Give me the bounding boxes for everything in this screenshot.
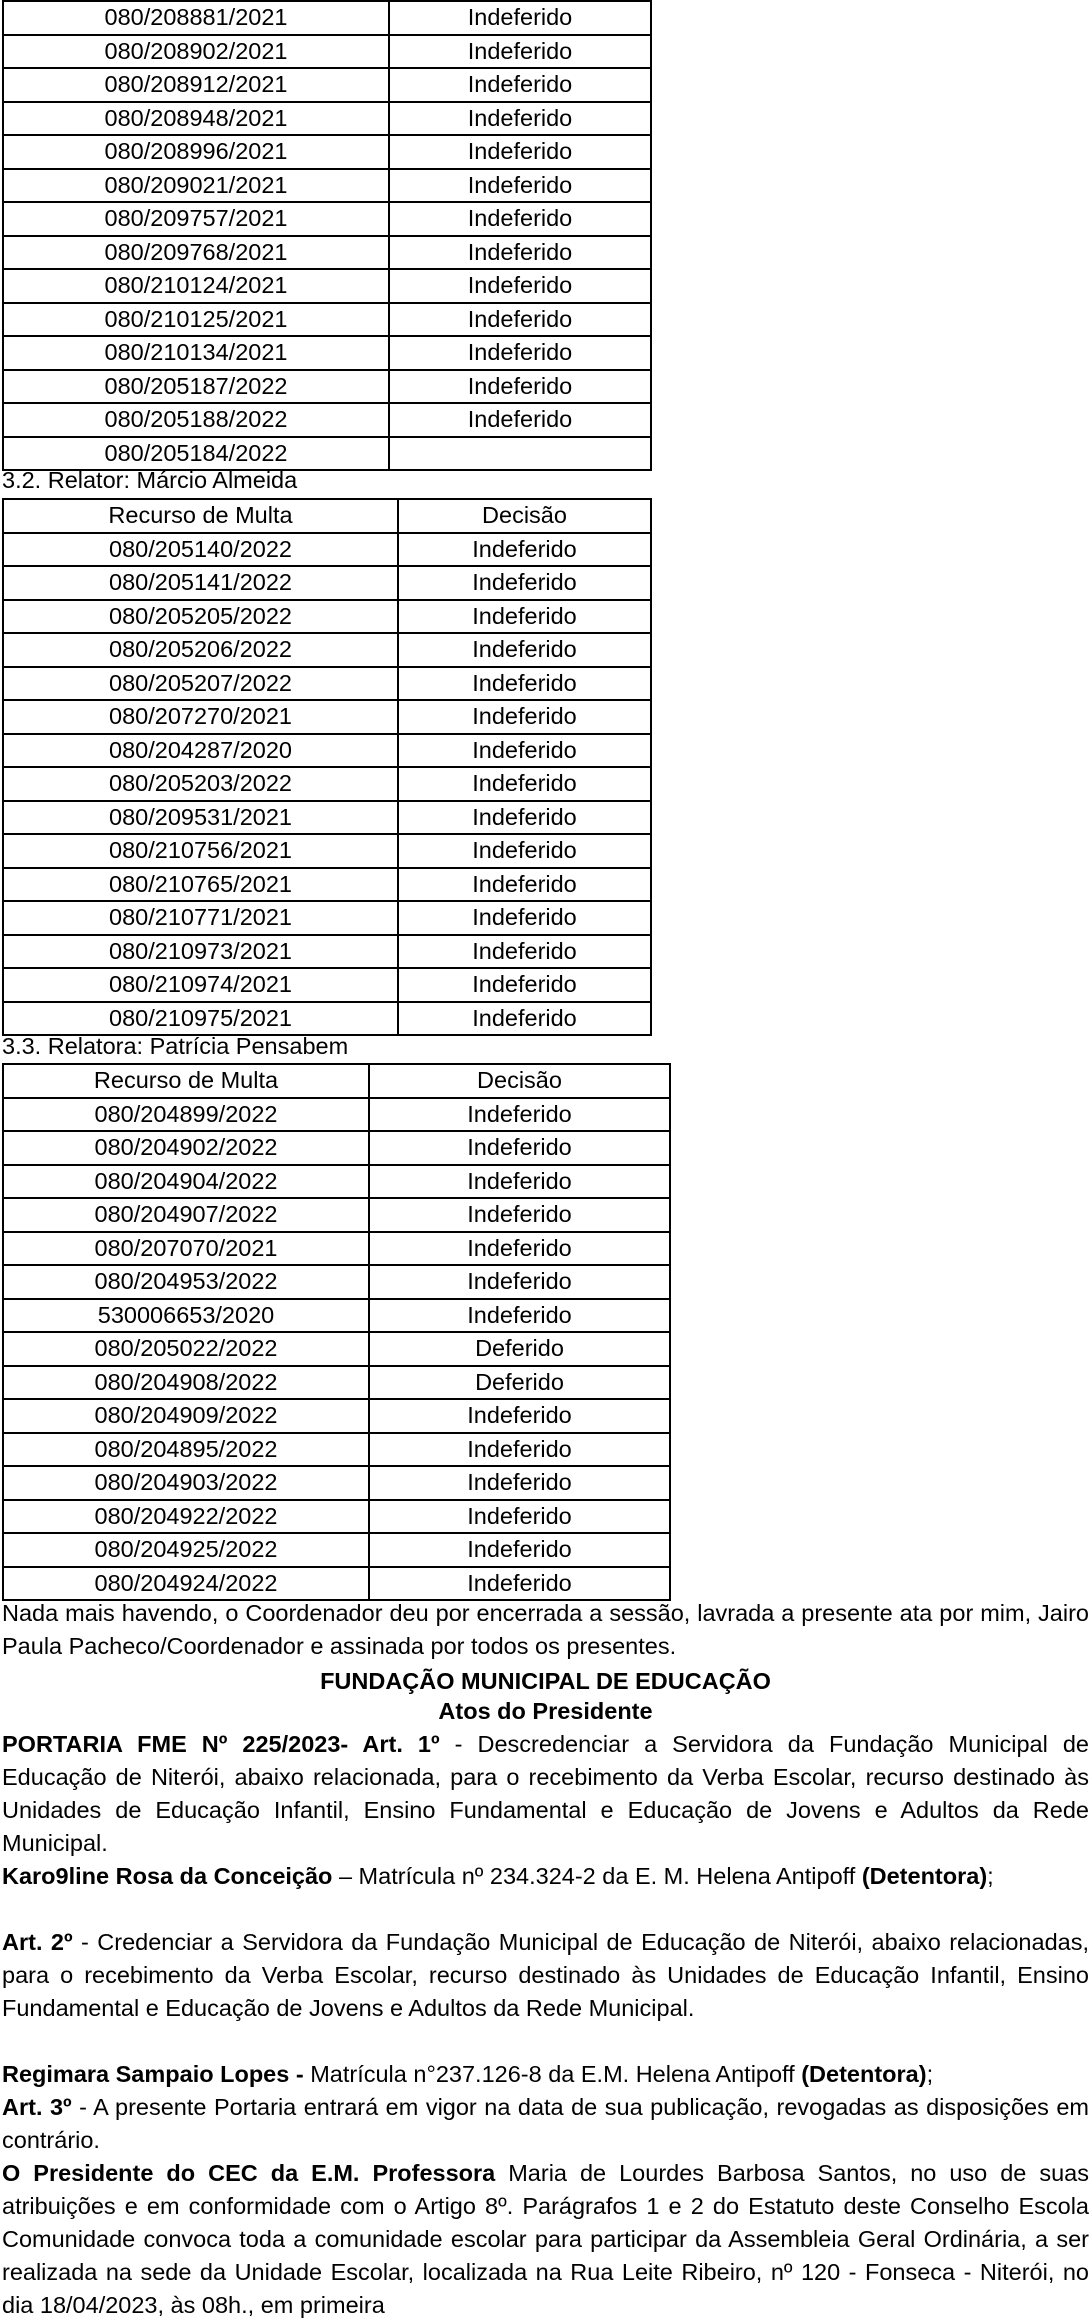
decision-table-continued (2, 0, 652, 471)
recurso-cell: 080/208912/2021 (3, 68, 389, 102)
cec-convocation (2, 2157, 1089, 2322)
decisao-cell: Indeferido (369, 1232, 670, 1266)
decisao-cell: Indeferido (398, 801, 651, 835)
table-row (3, 1299, 670, 1333)
decisao-cell: Indeferido (389, 202, 651, 236)
decisao-cell: Indeferido (398, 834, 651, 868)
table-row (3, 1533, 670, 1567)
table-row (3, 370, 651, 404)
table-row (3, 1433, 670, 1467)
person1-text: – Matrícula nº 234.324-2 da E. M. Helena Antipoff (332, 1863, 862, 1889)
decisao-cell: Indeferido (389, 68, 651, 102)
table-row (3, 767, 651, 801)
recurso-cell: 080/209531/2021 (3, 801, 398, 835)
closing-paragraph: Nada mais havendo, o Coordenador deu por encerrada a sessão, lavrada a presente ata por mim, Jairo Paula Pacheco/Coordenador e assinada por todos os presentes. (2, 1600, 1089, 1660)
recurso-cell: 080/208948/2021 (3, 102, 389, 136)
column-header-decisao: Decisão (398, 499, 651, 533)
fme-title: FUNDAÇÃO MUNICIPAL DE EDUCAÇÃO (320, 1668, 771, 1694)
person2-role: (Detentora) (801, 2061, 927, 2087)
table-row (3, 935, 651, 969)
decisao-cell: Indeferido (389, 403, 651, 437)
table-row (3, 1567, 670, 1601)
decisao-cell: Indeferido (369, 1265, 670, 1299)
decisao-cell: Indeferido (369, 1198, 670, 1232)
table-row (3, 801, 651, 835)
table-row (3, 600, 651, 634)
recurso-cell: 080/209021/2021 (3, 169, 389, 203)
decisao-cell: Deferido (369, 1332, 670, 1366)
person2-name: Regimara Sampaio Lopes - (2, 2061, 304, 2087)
table-row (3, 336, 651, 370)
recurso-cell: 080/210771/2021 (3, 901, 398, 935)
decisao-cell: Indeferido (369, 1500, 670, 1534)
decisao-cell: Indeferido (389, 336, 651, 370)
recurso-cell: 080/208902/2021 (3, 35, 389, 69)
recurso-cell: 080/210124/2021 (3, 269, 389, 303)
decisao-cell: Indeferido (398, 600, 651, 634)
table-row (3, 533, 651, 567)
recurso-cell: 080/205203/2022 (3, 767, 398, 801)
decision-table-3-2 (2, 498, 652, 1036)
decisao-cell: Indeferido (398, 1002, 651, 1036)
recurso-cell: 080/204904/2022 (3, 1165, 369, 1199)
table-row (3, 1500, 670, 1534)
decisao-cell (389, 437, 651, 471)
table-row (3, 1165, 670, 1199)
recurso-cell: 080/210134/2021 (3, 336, 389, 370)
recurso-cell: 080/204925/2022 (3, 1533, 369, 1567)
decisao-cell: Indeferido (389, 303, 651, 337)
section-heading-3-3: 3.3. Relatora: Patrícia Pensabem (2, 1033, 349, 1059)
decisao-cell: Indeferido (369, 1299, 670, 1333)
fme-subtitle: Atos do Presidente (438, 1698, 653, 1724)
table-row (3, 566, 651, 600)
table-row (3, 169, 651, 203)
decisao-cell: Indeferido (389, 370, 651, 404)
recurso-cell: 080/204907/2022 (3, 1198, 369, 1232)
cec-text: Maria de Lourdes Barbosa Santos, no uso de suas atribuições e em conformidade com o Artigo 8º. Parágrafos 1 e 2 do Estatuto deste Conselho Escola Comunidade convoca toda a comunidade escolar para participar da Assembleia Geral Ordinária, a ser realizada na sede da Unidade Escolar, localizada na Rua Leite Ribeiro, nº 120 - Fonseca - Niterói, no dia 18/04/2023, às 08h., em primeira (2, 2160, 1089, 2319)
decisao-cell: Indeferido (389, 135, 651, 169)
table-row (3, 1098, 670, 1132)
table-row (3, 269, 651, 303)
decisao-cell: Indeferido (398, 533, 651, 567)
table-row (3, 1466, 670, 1500)
decisao-cell: Deferido (369, 1366, 670, 1400)
table-row (3, 667, 651, 701)
table-row (3, 403, 651, 437)
table-row (3, 1002, 651, 1036)
portaria-art3-label: Art. 3º (2, 2094, 72, 2120)
recurso-cell: 080/204902/2022 (3, 1131, 369, 1165)
recurso-cell: 080/209757/2021 (3, 202, 389, 236)
recurso-cell: 080/205184/2022 (3, 437, 389, 471)
recurso-cell: 080/205187/2022 (3, 370, 389, 404)
table-row (3, 68, 651, 102)
person2-text: Matrícula n°237.126-8 da E.M. Helena Antipoff (303, 2061, 802, 2087)
decisao-cell: Indeferido (389, 169, 651, 203)
decisao-cell: Indeferido (369, 1466, 670, 1500)
recurso-cell: 080/207070/2021 (3, 1232, 369, 1266)
table-header-row (3, 499, 651, 533)
recurso-cell: 080/205022/2022 (3, 1332, 369, 1366)
decisao-cell: Indeferido (369, 1567, 670, 1601)
person2-line (2, 2058, 1089, 2091)
portaria-art2-text: - Credenciar a Servidora da Fundação Municipal de Educação de Niterói, abaixo relacionadas, para o recebimento da Verba Escolar, recurso destinado às Unidades de Educação Infantil, Ensino Fundamental e Educação de Jovens e Adultos da Rede Municipal. (2, 1929, 1089, 2022)
recurso-cell: 080/204895/2022 (3, 1433, 369, 1467)
decisao-cell: Indeferido (369, 1433, 670, 1467)
recurso-cell: 080/204903/2022 (3, 1466, 369, 1500)
recurso-cell: 530006653/2020 (3, 1299, 369, 1333)
decisao-cell: Indeferido (369, 1098, 670, 1132)
portaria-art1 (2, 1728, 1089, 1860)
table-row (3, 1399, 670, 1433)
table-row (3, 303, 651, 337)
recurso-cell: 080/210756/2021 (3, 834, 398, 868)
section-heading-3-2: 3.2. Relator: Márcio Almeida (2, 467, 298, 493)
column-header-recurso: Recurso de Multa (3, 1064, 369, 1098)
recurso-cell: 080/204909/2022 (3, 1399, 369, 1433)
recurso-cell: 080/205141/2022 (3, 566, 398, 600)
portaria-art1-label: PORTARIA FME Nº 225/2023- Art. 1º (2, 1731, 440, 1757)
decision-table-3-3 (2, 1063, 671, 1601)
portaria-art2 (2, 1926, 1089, 2025)
decisao-cell: Indeferido (398, 868, 651, 902)
decisao-cell: Indeferido (369, 1165, 670, 1199)
recurso-cell: 080/204899/2022 (3, 1098, 369, 1132)
recurso-cell: 080/210765/2021 (3, 868, 398, 902)
recurso-cell: 080/204922/2022 (3, 1500, 369, 1534)
decisao-cell: Indeferido (389, 269, 651, 303)
table-header-row (3, 1064, 670, 1098)
recurso-cell: 080/204908/2022 (3, 1366, 369, 1400)
portaria-art3-text: - A presente Portaria entrará em vigor na data de sua publicação, revogadas as disposições em contrário. (2, 2094, 1089, 2154)
table-row (3, 968, 651, 1002)
decisao-cell: Indeferido (398, 700, 651, 734)
column-header-recurso: Recurso de Multa (3, 499, 398, 533)
decisao-cell: Indeferido (398, 633, 651, 667)
person1-name: Karo9line Rosa da Conceição (2, 1863, 333, 1889)
decisao-cell: Indeferido (389, 35, 651, 69)
column-header-decisao: Decisão (369, 1064, 670, 1098)
recurso-cell: 080/205207/2022 (3, 667, 398, 701)
decisao-cell: Indeferido (398, 566, 651, 600)
portaria-art2-label: Art. 2º (2, 1929, 73, 1955)
table-row (3, 1131, 670, 1165)
recurso-cell: 080/210973/2021 (3, 935, 398, 969)
recurso-cell: 080/205140/2022 (3, 533, 398, 567)
table-row (3, 700, 651, 734)
person2-end: ; (926, 2061, 934, 2087)
portaria-art1-text: - Descredenciar a Servidora da Fundação Municipal de Educação de Niterói, abaixo relacionada, para o recebimento da Verba Escolar, recurso destinado às Unidades de Educação Infantil, Ensino Fundamental e Educação de Jovens e Adultos da Rede Municipal. (2, 1731, 1089, 1857)
recurso-cell: 080/208881/2021 (3, 1, 389, 35)
decisao-cell: Indeferido (398, 734, 651, 768)
table-row (3, 202, 651, 236)
decisao-cell: Indeferido (389, 102, 651, 136)
table-row (3, 135, 651, 169)
table-row (3, 1265, 670, 1299)
table-row (3, 1, 651, 35)
table-row (3, 1232, 670, 1266)
decisao-cell: Indeferido (398, 968, 651, 1002)
table-row (3, 35, 651, 69)
decisao-cell: Indeferido (389, 236, 651, 270)
table-row (3, 102, 651, 136)
decisao-cell: Indeferido (369, 1399, 670, 1433)
table-row (3, 1366, 670, 1400)
recurso-cell: 080/204287/2020 (3, 734, 398, 768)
table-row (3, 633, 651, 667)
decisao-cell: Indeferido (398, 935, 651, 969)
table-row (3, 236, 651, 270)
table-row (3, 834, 651, 868)
recurso-cell: 080/210125/2021 (3, 303, 389, 337)
recurso-cell: 080/210975/2021 (3, 1002, 398, 1036)
person1-end: ; (987, 1863, 994, 1889)
cec-label: O Presidente do CEC da E.M. Professora (2, 2160, 496, 2186)
recurso-cell: 080/205206/2022 (3, 633, 398, 667)
table-row (3, 1198, 670, 1232)
decisao-cell: Indeferido (398, 667, 651, 701)
recurso-cell: 080/204924/2022 (3, 1567, 369, 1601)
table-row (3, 901, 651, 935)
decisao-cell: Indeferido (369, 1533, 670, 1567)
table-row (3, 734, 651, 768)
recurso-cell: 080/209768/2021 (3, 236, 389, 270)
decisao-cell: Indeferido (369, 1131, 670, 1165)
recurso-cell: 080/205205/2022 (3, 600, 398, 634)
decisao-cell: Indeferido (398, 767, 651, 801)
portaria-art3 (2, 2091, 1089, 2157)
recurso-cell: 080/205188/2022 (3, 403, 389, 437)
decisao-cell: Indeferido (398, 901, 651, 935)
recurso-cell: 080/204953/2022 (3, 1265, 369, 1299)
recurso-cell: 080/210974/2021 (3, 968, 398, 1002)
decisao-cell: Indeferido (389, 1, 651, 35)
recurso-cell: 080/208996/2021 (3, 135, 389, 169)
table-row (3, 868, 651, 902)
table-row (3, 1332, 670, 1366)
recurso-cell: 080/207270/2021 (3, 700, 398, 734)
person1-role: (Detentora) (861, 1863, 988, 1889)
person1-line (2, 1860, 1089, 1893)
